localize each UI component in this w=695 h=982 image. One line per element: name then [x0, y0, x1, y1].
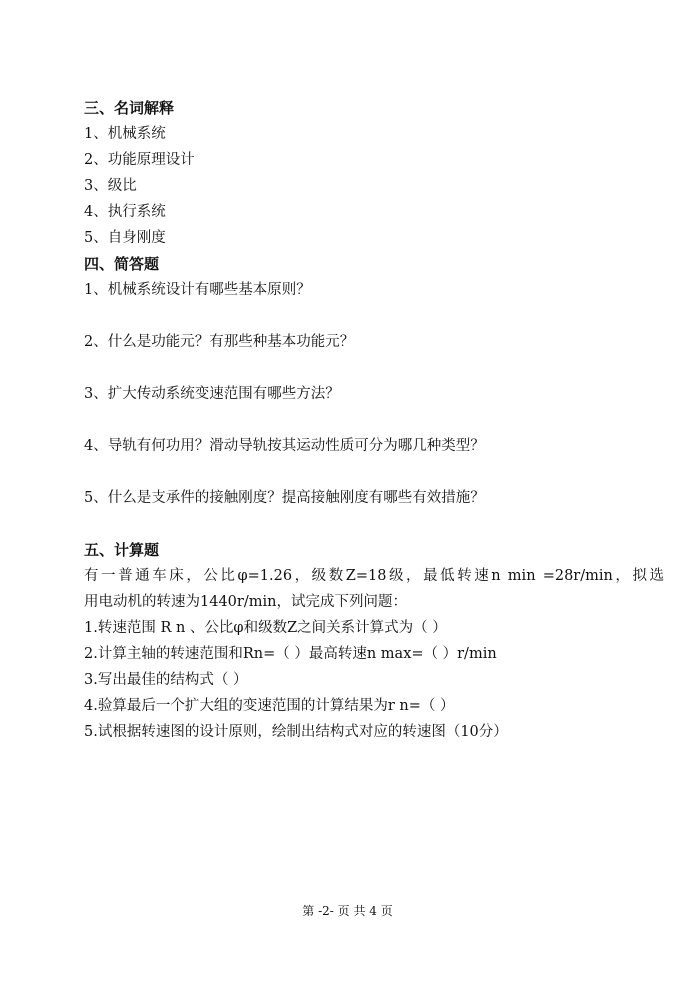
- section-3-title: 三、名词解释: [84, 99, 175, 117]
- short-answer-question-1: 1、机械系统设计有哪些基本原则？: [84, 282, 311, 298]
- section-5-title: 五、计算题: [84, 541, 160, 559]
- term-item-3: 3、级比: [84, 178, 137, 194]
- short-answer-question-4: 4、导轨有何功用？滑动导轨按其运动性质可分为哪几种类型？: [84, 438, 485, 454]
- term-item-5: 5、自身刚度: [84, 230, 166, 246]
- short-answer-question-2: 2、什么是功能元？有那些种基本功能元？: [84, 334, 355, 350]
- calc-item-3: 3.写出最佳的结构式（ ）: [84, 672, 248, 688]
- section-4-title: 四、简答题: [84, 255, 160, 273]
- term-item-1: 1、机械系统: [84, 126, 166, 142]
- calc-item-4: 4.验算最后一个扩大组的变速范围的计算结果为r n=（ ）: [84, 698, 455, 714]
- calc-intro-line-1: 有一普通车床，公比φ=1.26，级数Z=18级，最低转速n min =28r/min，拟选: [84, 568, 664, 584]
- calc-intro-line-2: 用电动机的转速为1440r/min，试完成下列问题：: [84, 594, 407, 610]
- short-answer-question-5: 5、什么是支承件的接触刚度？提高接触刚度有哪些有效措施？: [84, 490, 485, 506]
- short-answer-question-3: 3、扩大传动系统变速范围有哪些方法？: [84, 386, 340, 402]
- term-item-2: 2、功能原理设计: [84, 152, 195, 168]
- calc-item-2: 2.计算主轴的转速范围和Rn=（ ）最高转速n max=（ ）r/min: [84, 646, 497, 662]
- calc-item-1: 1.转速范围 R n 、公比φ和级数Z之间关系计算式为（ ）: [84, 620, 447, 636]
- calc-item-5: 5.试根据转速图的设计原则，绘制出结构式对应的转速图（10分）: [84, 724, 508, 740]
- page-number-footer: 第 -2- 页 共 4 页: [302, 904, 393, 918]
- term-item-4: 4、执行系统: [84, 204, 166, 220]
